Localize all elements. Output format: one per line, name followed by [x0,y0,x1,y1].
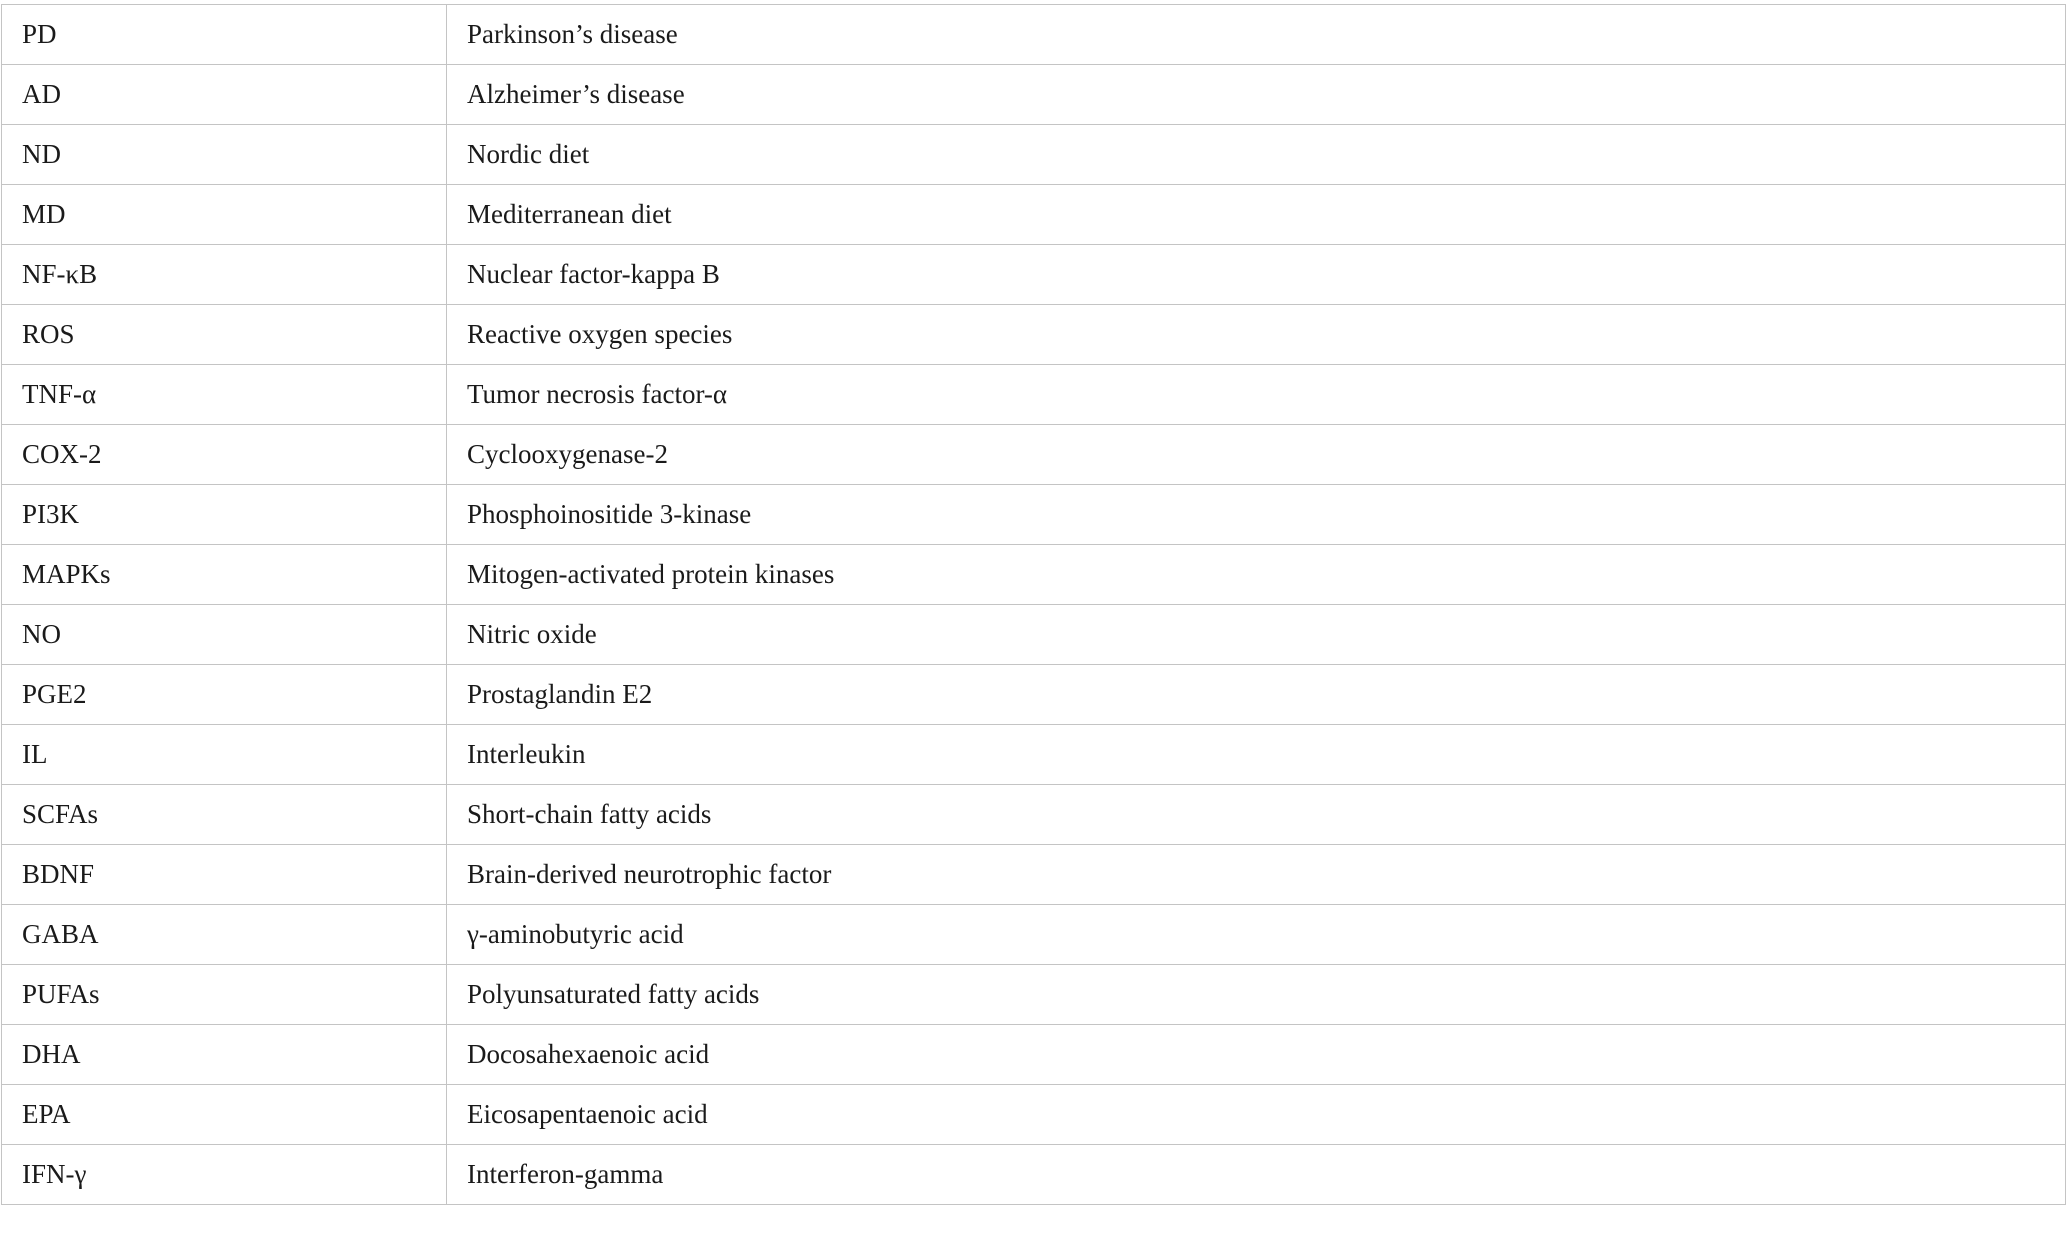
abbreviation-cell: GABA [2,905,447,965]
abbreviation-cell: MAPKs [2,545,447,605]
definition-cell: Nuclear factor-kappa B [447,245,2066,305]
abbreviation-cell: NO [2,605,447,665]
definition-cell: Mediterranean diet [447,185,2066,245]
abbreviation-cell: BDNF [2,845,447,905]
definition-cell: Short-chain fatty acids [447,785,2066,845]
definition-cell: Eicosapentaenoic acid [447,1085,2066,1145]
abbreviation-cell: DHA [2,1025,447,1085]
abbreviations-table-body [2,5,2066,1205]
table-row [2,305,2066,365]
definition-cell: Alzheimer’s disease [447,65,2066,125]
table-row [2,185,2066,245]
abbreviation-cell: IFN-γ [2,1145,447,1205]
definition-cell: Mitogen-activated protein kinases [447,545,2066,605]
abbreviations-table [1,4,2066,1205]
abbreviation-cell: NF-κB [2,245,447,305]
definition-cell: Parkinson’s disease [447,5,2066,65]
table-row [2,785,2066,845]
definition-cell: Reactive oxygen species [447,305,2066,365]
definition-cell: Interleukin [447,725,2066,785]
abbreviation-cell: IL [2,725,447,785]
abbreviation-cell: PUFAs [2,965,447,1025]
table-row [2,125,2066,185]
table-row [2,725,2066,785]
definition-cell: Polyunsaturated fatty acids [447,965,2066,1025]
table-row [2,425,2066,485]
table-row [2,965,2066,1025]
abbreviation-cell: ND [2,125,447,185]
abbreviation-cell: SCFAs [2,785,447,845]
abbreviation-cell: COX-2 [2,425,447,485]
table-row [2,845,2066,905]
table-row [2,5,2066,65]
definition-cell: Interferon-gamma [447,1145,2066,1205]
table-row [2,245,2066,305]
definition-cell: Nordic diet [447,125,2066,185]
abbreviation-cell: TNF-α [2,365,447,425]
definition-cell: Prostaglandin E2 [447,665,2066,725]
table-row [2,365,2066,425]
table-row [2,665,2066,725]
table-row [2,905,2066,965]
table-row [2,545,2066,605]
abbreviation-cell: MD [2,185,447,245]
abbreviation-cell: AD [2,65,447,125]
table-row [2,1145,2066,1205]
abbreviation-cell: PD [2,5,447,65]
definition-cell: Cyclooxygenase-2 [447,425,2066,485]
definition-cell: Nitric oxide [447,605,2066,665]
abbreviation-cell: PGE2 [2,665,447,725]
abbreviation-cell: EPA [2,1085,447,1145]
abbreviation-cell: PI3K [2,485,447,545]
table-row [2,1085,2066,1145]
table-row [2,65,2066,125]
definition-cell: γ-aminobutyric acid [447,905,2066,965]
table-row [2,605,2066,665]
definition-cell: Docosahexaenoic acid [447,1025,2066,1085]
table-row [2,485,2066,545]
table-row [2,1025,2066,1085]
definition-cell: Brain-derived neurotrophic factor [447,845,2066,905]
abbreviation-cell: ROS [2,305,447,365]
definition-cell: Phosphoinositide 3-kinase [447,485,2066,545]
definition-cell: Tumor necrosis factor-α [447,365,2066,425]
